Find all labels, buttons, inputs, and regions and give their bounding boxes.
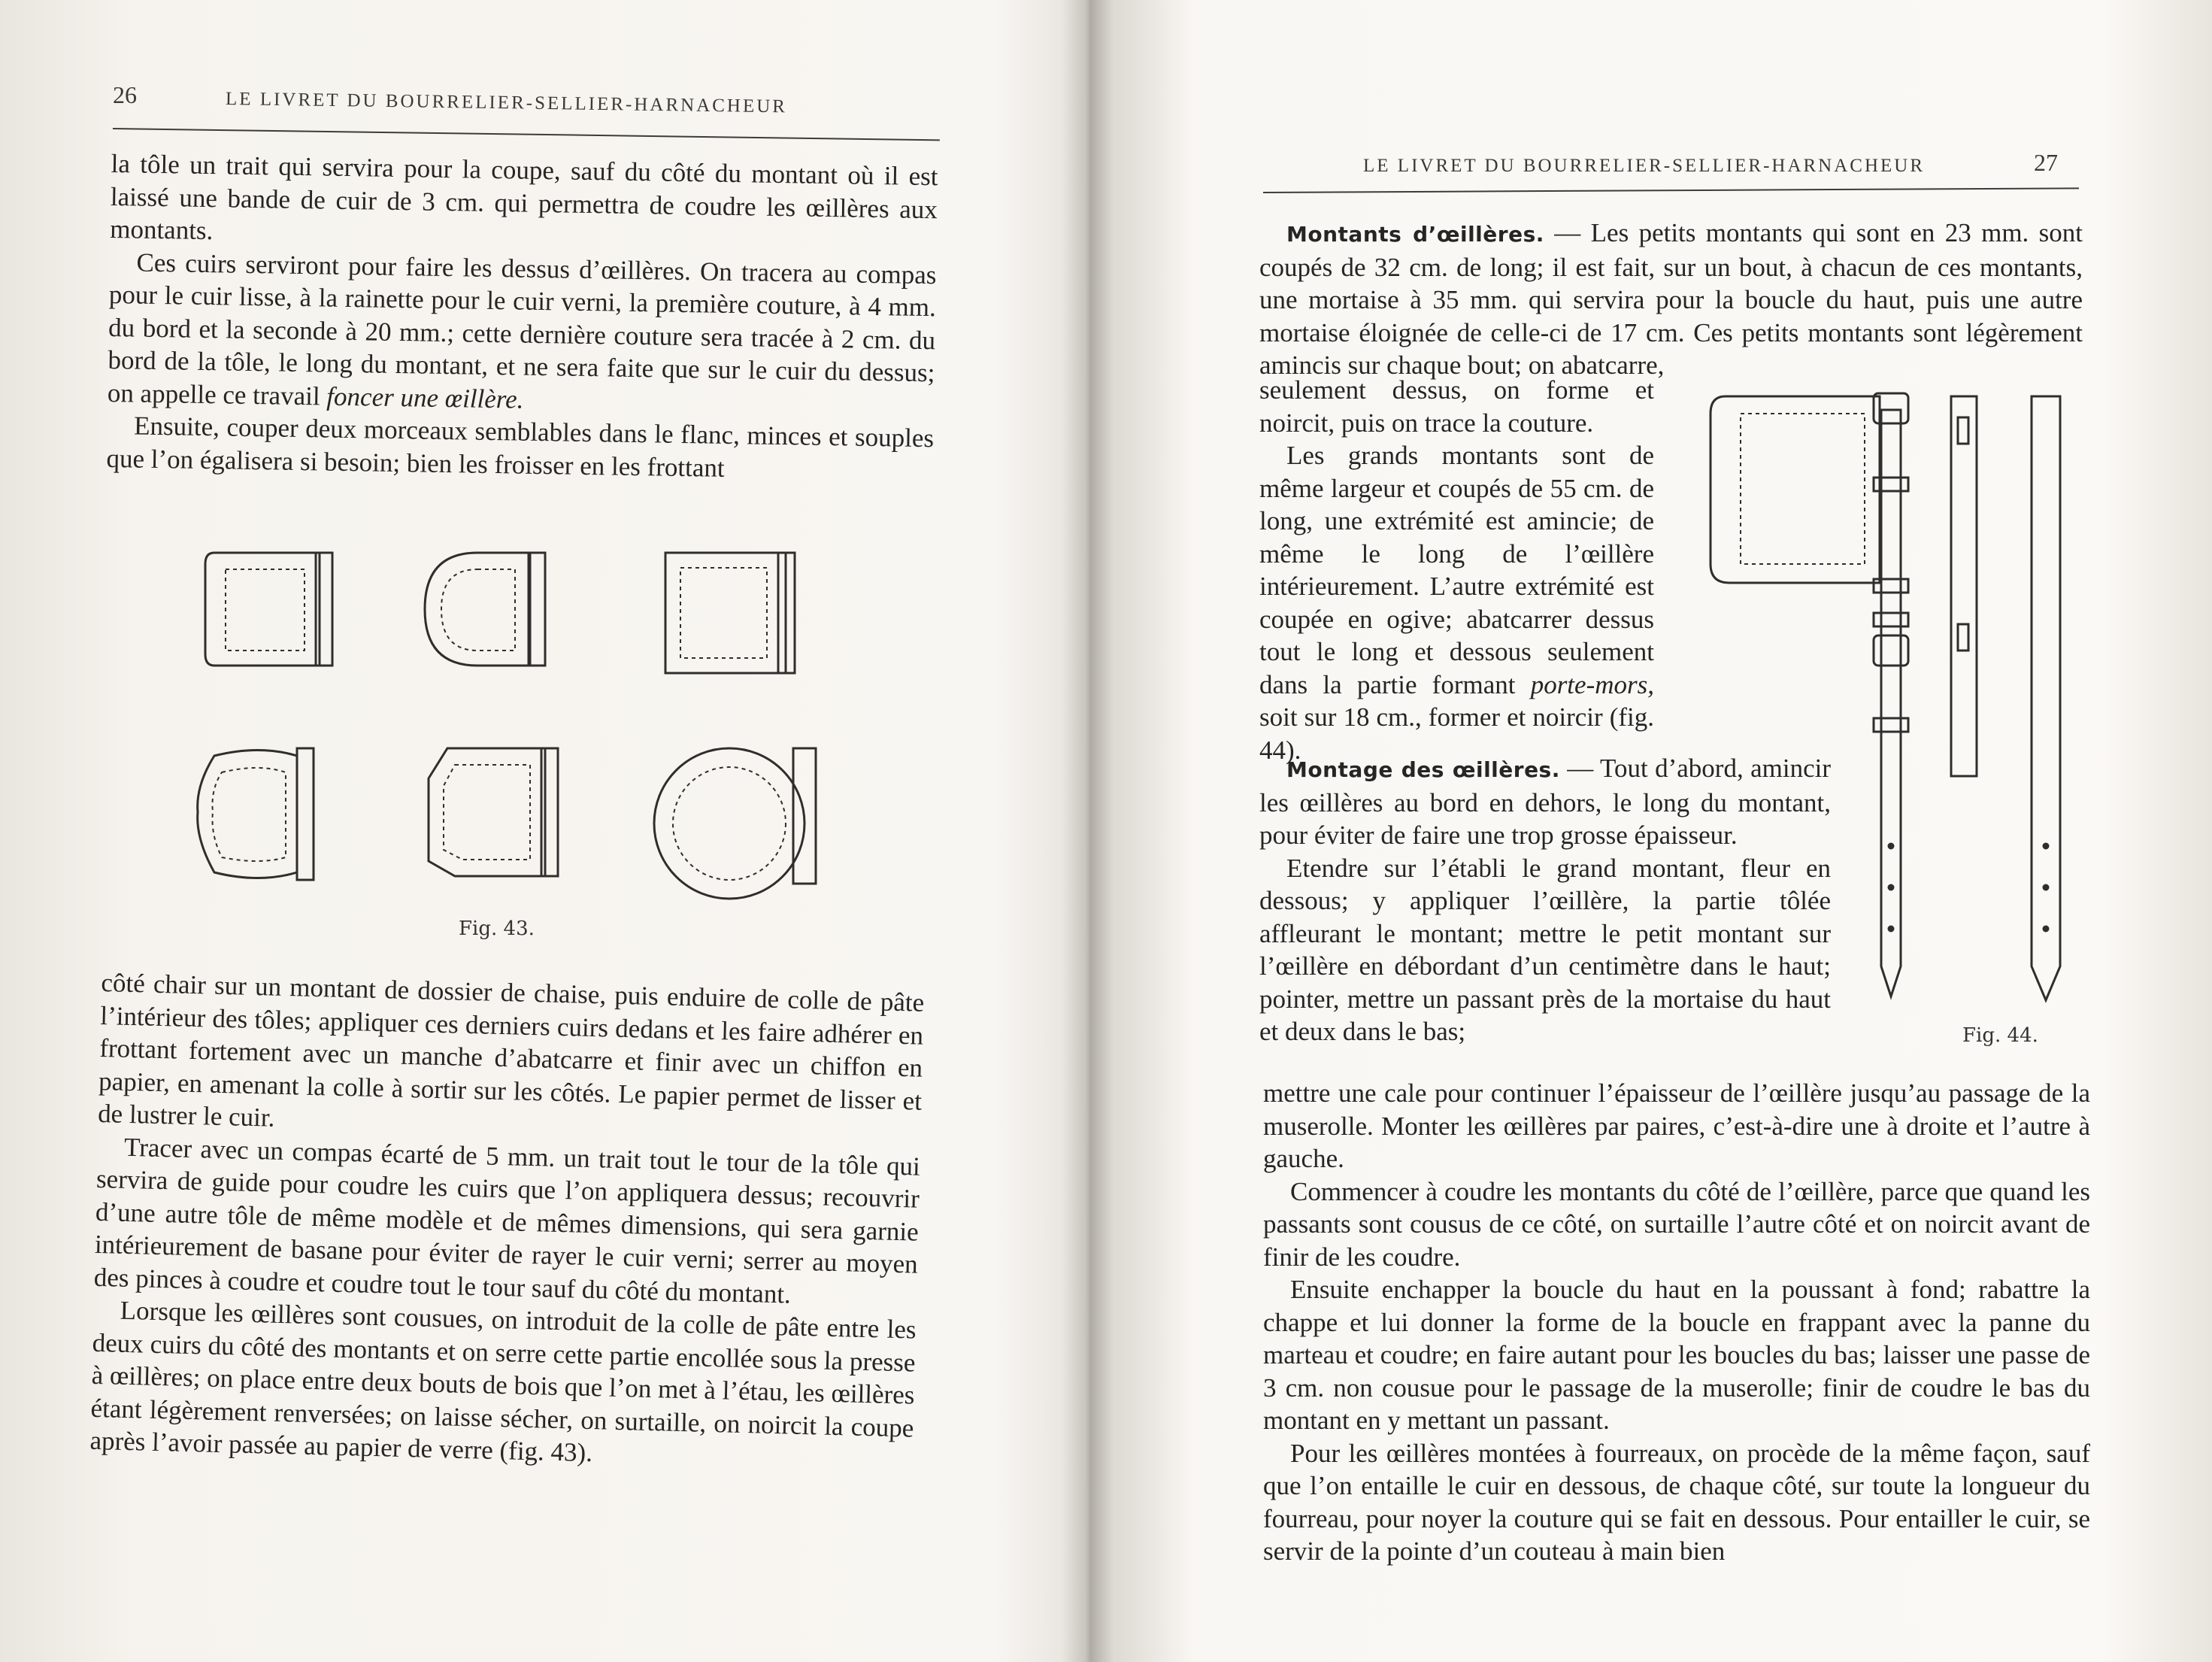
header-rule	[1263, 187, 2079, 193]
blinker-shield	[429, 748, 558, 876]
running-head: LE LIVRET DU BOURRELIER-SELLIER-HARNACHEUR	[1363, 156, 1926, 176]
italic-term: porte-mors,	[1530, 669, 1654, 699]
text-block-bottom	[89, 966, 925, 1477]
paragraph: la tôle un trait qui servira pour la coupe, sauf du côté du montant où il est laissé une bande de cuir de 3 cm. qui permettra de coudre les œillères aux montants.	[109, 148, 938, 246]
blinker-rectangular	[665, 553, 795, 673]
paragraph: Ensuite, couper deux morceaux semblables dans le flanc, minces et souples que l’on égalisera si besoin; bien les froisser en les frottant	[106, 411, 935, 483]
small-cheek-strap	[1951, 396, 1977, 776]
blinker-square	[205, 553, 332, 666]
paragraph-text: — Tout d’abord, amincir les œillères au bord en dehors, le long du montant, pour éviter de faire une trop grosse épaisseur.	[1259, 754, 1831, 850]
paragraph: seulement dessus, on forme et noircit, puis on trace la couture.	[1259, 375, 1654, 438]
text-block-bottom	[1263, 1077, 2090, 1568]
blinker-round	[654, 748, 816, 899]
figure-44-cheek-straps	[1707, 387, 2113, 1004]
section-heading: Montants d’œillères.	[1286, 222, 1544, 247]
blinker-waisted	[198, 748, 314, 880]
figure-43-blinkers	[192, 538, 853, 914]
paragraph	[1259, 439, 1654, 766]
text-block-wrap-1	[1259, 374, 1654, 766]
section-heading: Montage des œillères.	[1286, 757, 1560, 782]
paragraph-text: — Les petits montants qui sont en 23 mm. sont coupés de 32 cm. de long; il est fait, sur un bout, à chacun de ces montants, une mortaise à 35 mm. qui servira pour la boucle du haut, puis une autre mortaise éloignée de celle-ci de 17 cm. Ces petits montants sont légèrement amincis sur chaque bout; on abatcarre,	[1259, 218, 2083, 380]
paragraph: Commencer à coudre les montants du côté de l’œillère, parce que quand les passants sont cousus de ce côté, on surtaille l’autre côté et on noircit avant de finir de les coudre.	[1263, 1176, 2090, 1272]
large-cheek-strap	[2032, 396, 2060, 1000]
paragraph	[108, 245, 937, 422]
assembled-blinker-strap	[1711, 393, 1908, 996]
figure-caption: Fig. 44.	[1962, 1024, 2038, 1047]
header-rule	[113, 128, 940, 141]
paragraph: Pour les œillères montées à fourreaux, on procède de la même façon, sauf que l’on entaille le cuir en dessous, de chaque côté, sur toute la longueur du fourreau, pour noyer la couture qui se fait en dessous. Pour entailler le cuir, se servir de la pointe d’un couteau à main bien	[1263, 1438, 2090, 1566]
page-number: 26	[113, 81, 137, 108]
italic-term: foncer une œillère.	[326, 381, 524, 414]
paragraph: Ensuite enchapper la boucle du haut en la poussant à fond; rabattre la chappe et lui donner la forme de la boucle en frappant avec la panne du marteau et coudre; en faire autant pour les boucles du bas; laisser une passe de 3 cm. non cousue pour le passage de la muserolle; finir de coudre le bas du montant en y mettant un passant.	[1263, 1275, 2090, 1435]
text-block-top	[106, 147, 938, 487]
paragraph: Lorsque les œillères sont cousues, on introduit de la colle de pâte entre les deux cuirs du côté des montants et on serre cette partie encollée sous la presse à œillères; on place entre deux bouts de bois que l’on met à l’étau, les œillères étant légèrement renversées; on laisse sécher, on surtaille, on noircit la coupe après l’avoir passée au papier de verre (fig. 43).	[89, 1295, 917, 1468]
paragraph: Etendre sur l’établi le grand montant, fleur en dessous; y appliquer l’œillère, la partie tôlée affleurant le montant; mettre le petit montant sur l’œillère en débordant d’un centimètre dans le haut; pointer, mettre un passant près de la mortaise du haut et deux dans le bas;	[1259, 853, 1831, 1046]
paragraph: mettre une cale pour continuer l’épaisseur de l’œillère jusqu’au passage de la muserolle. Monter les œillères par paires, c’est-à-dire une à droite et l’autre à gauche.	[1263, 1078, 2090, 1173]
blinker-rounded	[425, 553, 545, 666]
paragraph-text: Les grands montants sont de même largeur et coupés de 55 cm. de long, une extrémité est amincie; de même le long de l’œillère intérieurement. L’autre extrémité est coupée en ogive; abatcarrer dessus tout le long et dessous seulement dans la partie formant	[1259, 441, 1654, 699]
left-page	[0, 0, 1068, 1662]
page-number: 27	[2034, 149, 2058, 176]
book-spine	[1062, 0, 1114, 1662]
paragraph-text: soit sur 18 cm., former et noircir (fig. 44).	[1259, 702, 1654, 765]
paragraph	[1259, 217, 2083, 382]
paragraph: Tracer avec un compas écarté de 5 mm. un trait tout le tour de la tôle qui servira de guide pour coudre les cuirs que l’on appliquera dessus; recouvrir d’une autre tôle de même modèle et de mêmes dimensions, qui sera garnie intérieurement de basane pour éviter de rayer le cuir verni; serrer au moyen des pinces à coudre et coudre tout le tour sauf du côté du montant.	[93, 1132, 921, 1309]
paragraph-text: Ces cuirs serviront pour faire les dessus d’œillères. On tracera au compas pour le cuir lisse, à la rainette pour le cuir verni, la première couture, à 4 mm. du bord et la seconde à 20 mm.; cette dernière couture sera tracée à 2 cm. du bord de la tôle, le long du montant, et ne sera faite que sur le cuir du dessus; on appelle ce travail	[107, 247, 937, 411]
paragraph: côté chair sur un montant de dossier de chaise, puis enduire de colle de pâte l’intérieur des tôles; appliquer ces derniers cuirs dedans et les faire adhérer en frottant fortement avec un manche d’abatcarre et finir avec un chiffon en papier, en amenant la colle à sortir sur les côtés. Le papier permet de lisser et de lustrer le cuir.	[97, 967, 925, 1133]
text-block-intro	[1259, 217, 2083, 382]
figure-caption: Fig. 43.	[459, 917, 535, 940]
right-page	[1113, 0, 2212, 1662]
running-head: LE LIVRET DU BOURRELIER-SELLIER-HARNACHEUR	[225, 89, 788, 117]
